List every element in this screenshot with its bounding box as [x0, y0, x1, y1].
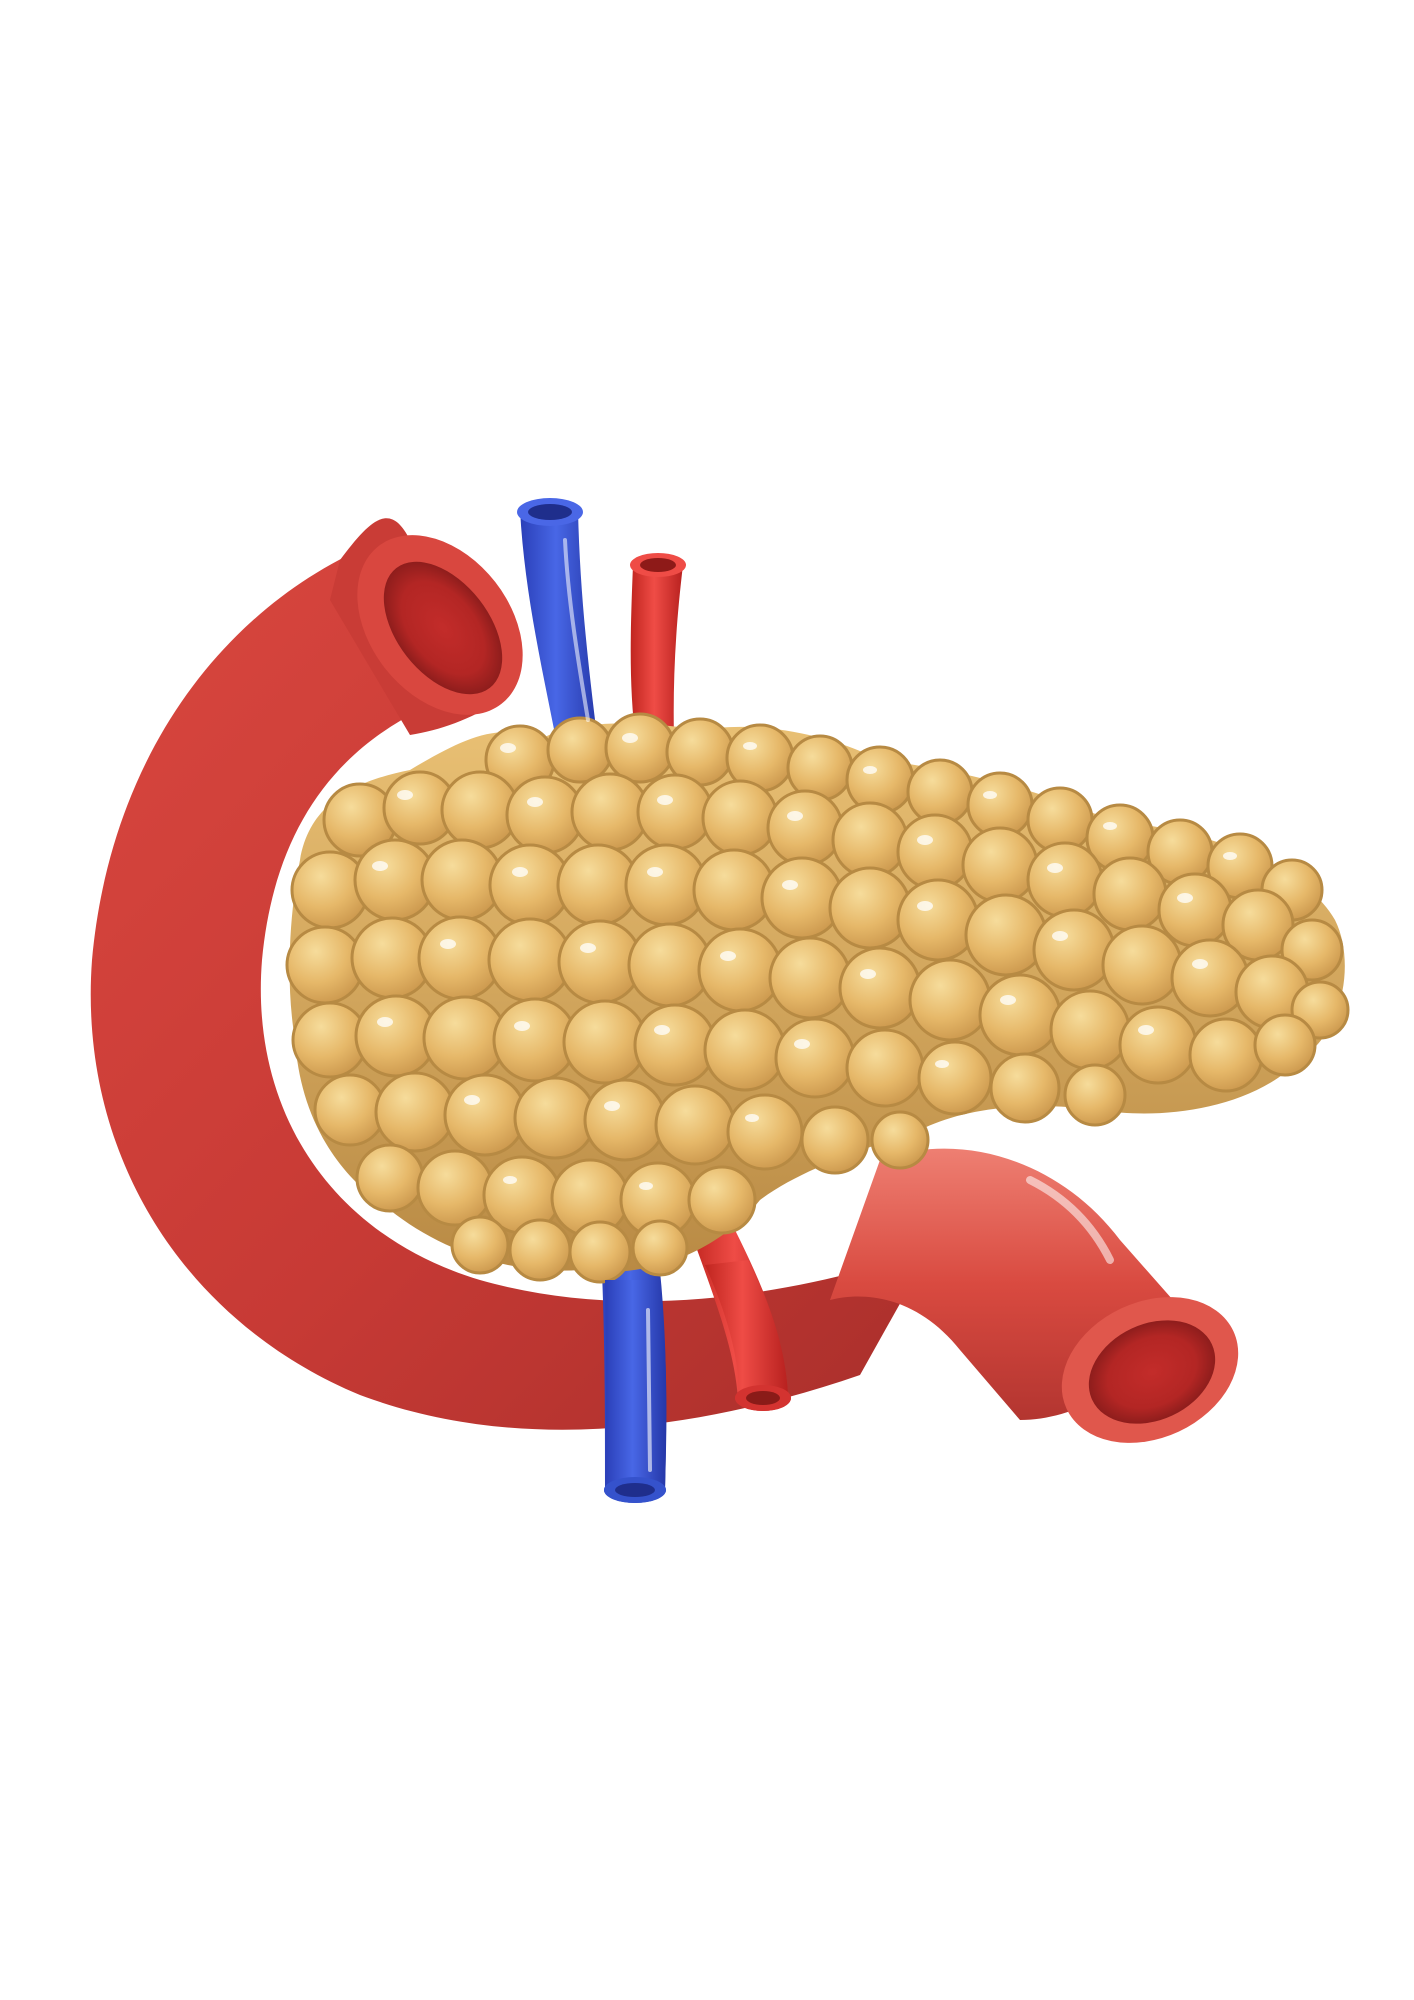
vein-lower-lumen [615, 1483, 655, 1497]
pancreas-lobules [287, 714, 1348, 1282]
artery-lower-end-lumen [746, 1391, 780, 1405]
vein-upper-lumen [528, 504, 572, 520]
pancreas [287, 714, 1348, 1282]
vein-lower-front [605, 1280, 666, 1490]
artery-upper-lumen [640, 558, 676, 572]
vein-lower-highlight [648, 1310, 650, 1470]
